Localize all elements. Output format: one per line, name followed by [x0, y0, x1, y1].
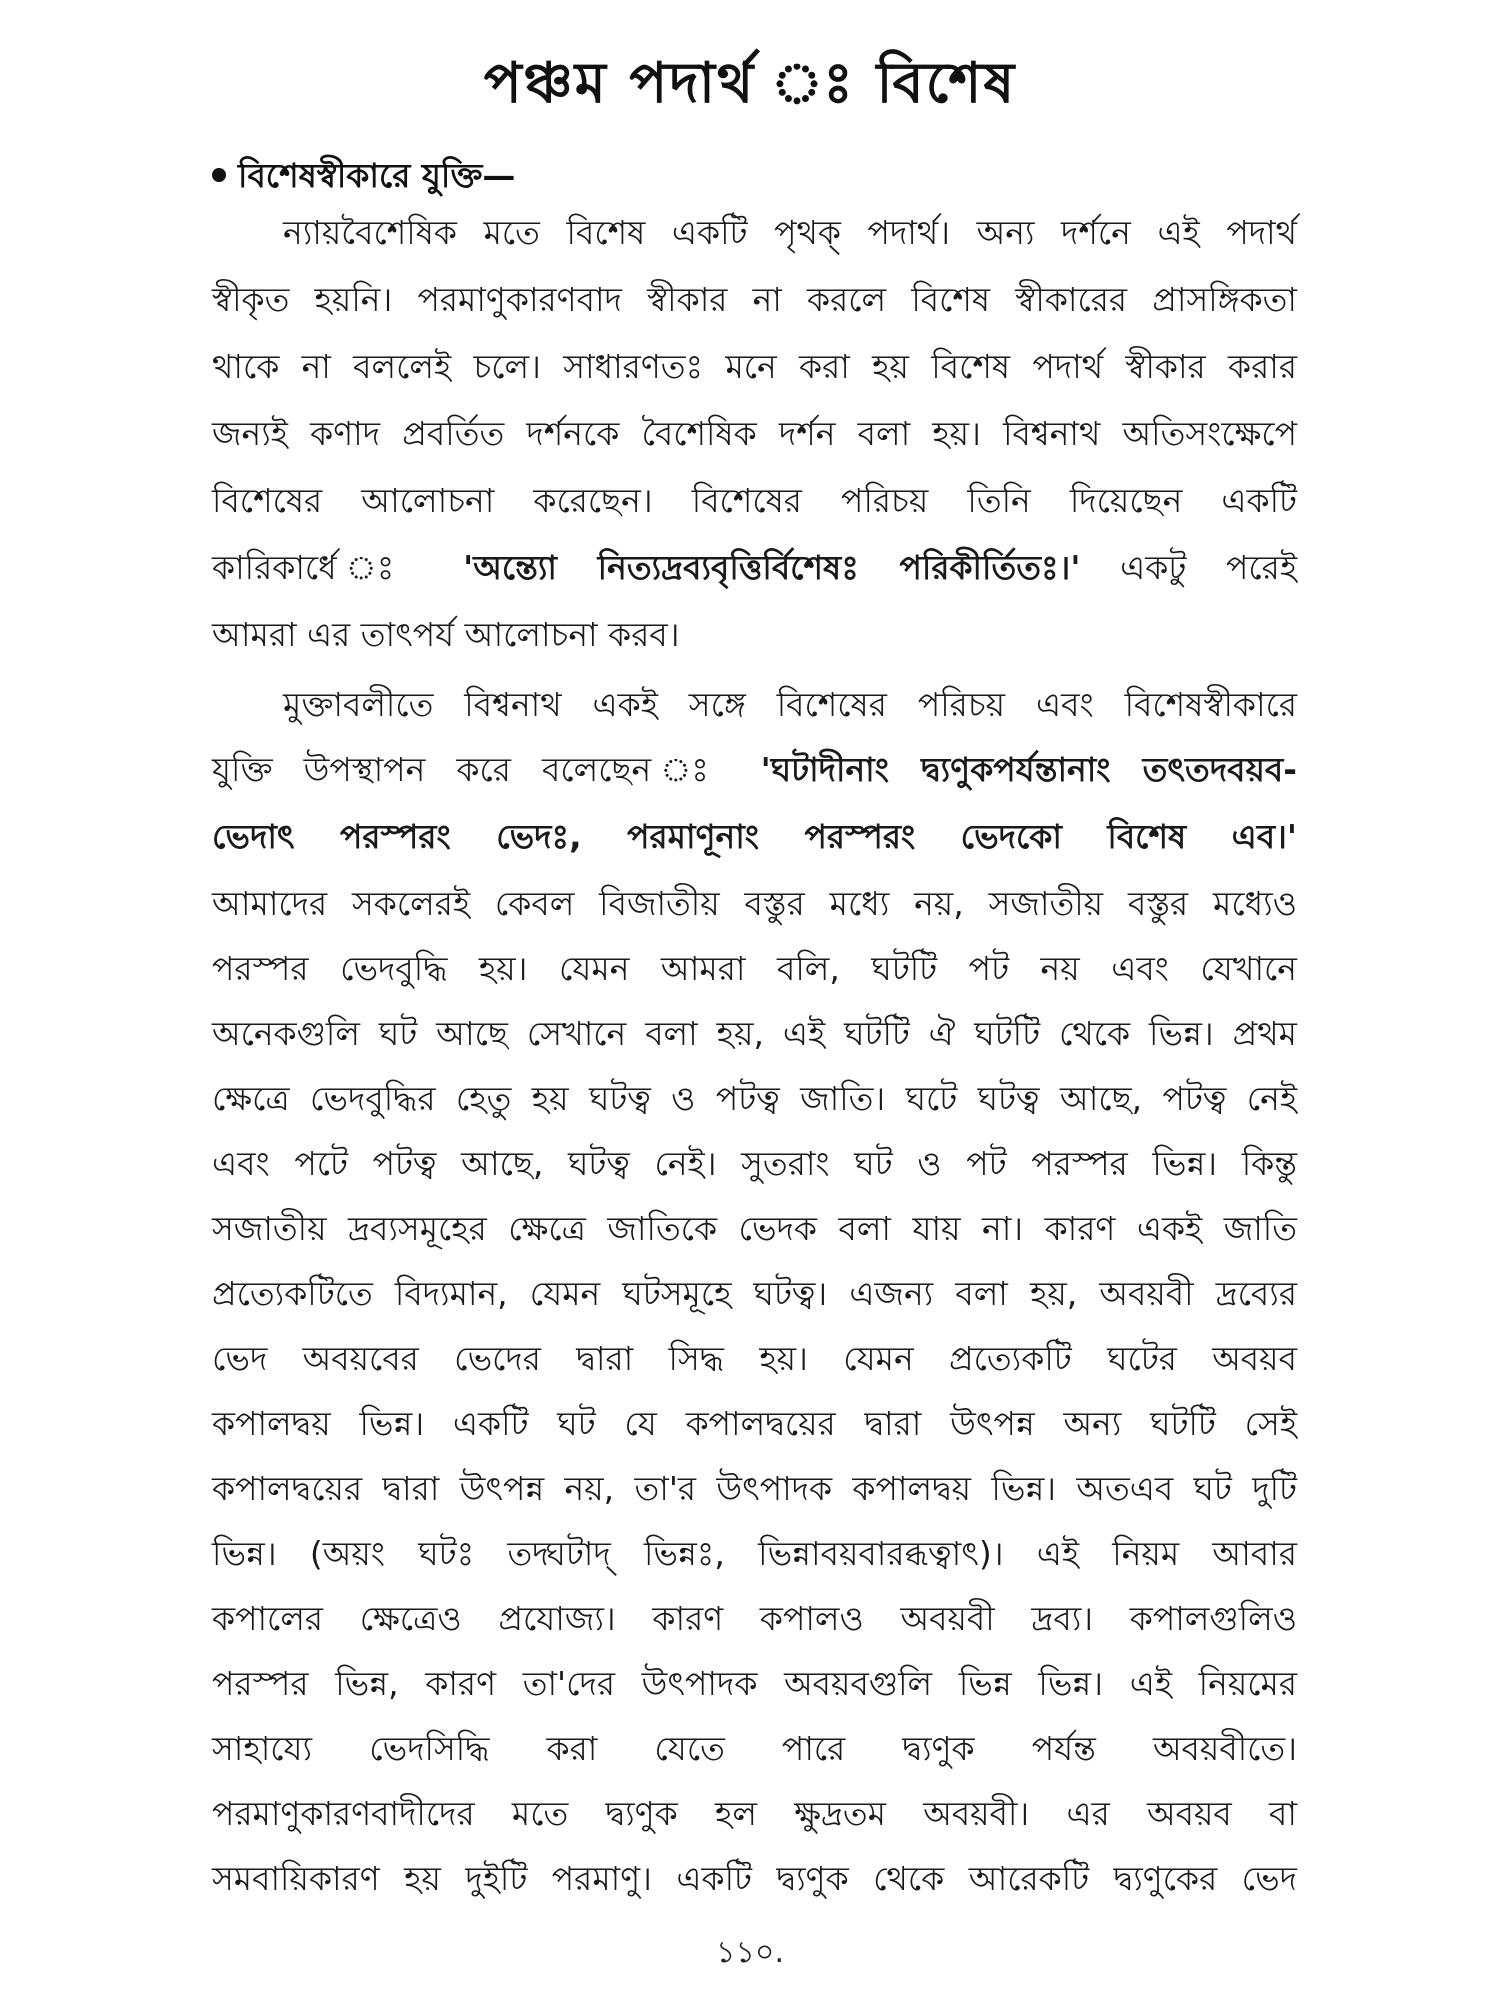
paragraph-line: প্রত্যেকটিতে বিদ্যমান, যেমন ঘটসমূহে ঘটত্ব। এজন্য বলা হয়, অবয়বী দ্রব্যের [212, 1274, 1297, 1313]
paragraph-line: অনেকগুলি ঘট আছে সেখানে বলা হয়, এই ঘটটি ঐ ঘটটি থেকে ভিন্ন। প্রথম [212, 1014, 1297, 1053]
paragraph-line: ভেদ অবয়বের ভেদের দ্বারা সিদ্ধ হয়। যেমন প্রত্যেকটি ঘটের অবয়ব [212, 1339, 1297, 1378]
paragraph-line: এবং পটে পটত্ব আছে, ঘটত্ব নেই। সুতরাং ঘট ও পট পরস্পর ভিন্ন। কিন্তু [212, 1144, 1297, 1183]
paragraph-line: ন্যায়বৈশেষিক মতে বিশেষ একটি পৃথক্ পদার্থ। অন্য দর্শনে এই পদার্থ [283, 213, 1297, 252]
paragraph-line: কপালের ক্ষেত্রেও প্রযোজ্য। কারণ কপালও অবয়বী দ্রব্য। কপালগুলিও [212, 1599, 1297, 1638]
paragraph-line: আমরা এর তাৎপর্য আলোচনা করব। [212, 615, 680, 654]
paragraph-line: স্বীকৃত হয়নি। পরমাণুকারণবাদ স্বীকার না করলে বিশেষ স্বীকারের প্রাসঙ্গিকতা [212, 280, 1297, 319]
line-text: একটু পরেই [1120, 548, 1297, 587]
paragraph-line: পরস্পর ভিন্ন, কারণ তা'দের উৎপাদক অবয়বগুলি ভিন্ন ভিন্ন। এই নিয়মের [212, 1664, 1297, 1703]
paragraph-line: বিশেষের আলোচনা করেছেন। বিশেষের পরিচয় তিনি দিয়েছেন একটি [212, 481, 1297, 520]
subheading-text: বিশেষস্বীকারে যুক্তি— [238, 156, 516, 195]
sanskrit-quote: 'অন্ত্যো নিত্যদ্রব্যবৃত্তির্বিশেষঃ পরিকীর্তিতঃ।' [463, 548, 1081, 587]
paragraph-line: সজাতীয় দ্রব্যসমূহের ক্ষেত্রে জাতিকে ভেদক বলা যায় না। কারণ একই জাতি [212, 1209, 1297, 1248]
paragraph-line: মুক্তাবলীতে বিশ্বনাথ একই সঙ্গে বিশেষের পরিচয় এবং বিশেষস্বীকারে [283, 685, 1297, 724]
paragraph-line: আমাদের সকলেরই কেবল বিজাতীয় বস্তুর মধ্যে নয়, সজাতীয় বস্তুর মধ্যেও [212, 884, 1297, 923]
page-number: ১১০. [716, 1935, 784, 1970]
paragraph-line: সমবায়িকারণ হয় দুইটি পরমাণু। একটি দ্ব্যণুক থেকে আরেকটি দ্ব্যণুকের ভেদ [212, 1859, 1297, 1898]
paragraph-line: থাকে না বললেই চলে। সাধারণতঃ মনে করা হয় বিশেষ পদার্থ স্বীকার করার [212, 347, 1297, 386]
paragraph-line: ক্ষেত্রে ভেদবুদ্ধির হেতু হয় ঘটত্ব ও পটত্ব জাতি। ঘটে ঘটত্ব আছে, পটত্ব নেই [212, 1079, 1297, 1118]
paragraph-line: জন্যই কণাদ প্রবর্তিত দর্শনকে বৈশেষিক দর্শন বলা হয়। বিশ্বনাথ অতিসংক্ষেপে [212, 414, 1297, 453]
paragraph-line: পরস্পর ভেদবুদ্ধি হয়। যেমন আমরা বলি, ঘটটি পট নয় এবং যেখানে [212, 949, 1297, 988]
sanskrit-quote: 'ঘটাদীনাং দ্ব্যণুকপর্যন্তানাং তৎতদবয়ব- [760, 750, 1297, 789]
paragraph-line [212, 548, 1297, 588]
paragraph-line: সাহায্যে ভেদসিদ্ধি করা যেতে পারে দ্ব্যণুক পর্যন্ত অবয়বীতে। [212, 1729, 1297, 1768]
line-text: কারিকার্ধে ঃ [212, 548, 424, 587]
section-subheading [212, 150, 515, 206]
paragraph-line [212, 750, 1297, 790]
line-text: যুক্তি উপস্থাপন করে বলেছেন ঃ [212, 750, 730, 789]
bullet-icon [212, 168, 226, 182]
paragraph-line: কপালদ্বয় ভিন্ন। একটি ঘট যে কপালদ্বয়ের দ্বারা উৎপন্ন অন্য ঘটটি সেই [212, 1404, 1297, 1443]
sanskrit-quote-line: ভেদাৎ পরস্পরং ভেদঃ, পরমাণূনাং পরস্পরং ভেদকো বিশেষ এব।' [212, 817, 1297, 856]
page-title: পঞ্চম পদার্থ ঃ বিশেষ [483, 51, 1017, 116]
paragraph-line: কপালদ্বয়ের দ্বারা উৎপন্ন নয়, তা'র উৎপাদক কপালদ্বয় ভিন্ন। অতএব ঘট দুটি [212, 1469, 1297, 1508]
paragraph-line: ভিন্ন। (অয়ং ঘটঃ তদ্ঘটাদ্ ভিন্নঃ, ভিন্নাবয়বারব্ধত্বাৎ)। এই নিয়ম আবার [212, 1534, 1297, 1573]
paragraph-line: পরমাণুকারণবাদীদের মতে দ্ব্যণুক হল ক্ষুদ্রতম অবয়বী। এর অবয়ব বা [212, 1794, 1297, 1833]
